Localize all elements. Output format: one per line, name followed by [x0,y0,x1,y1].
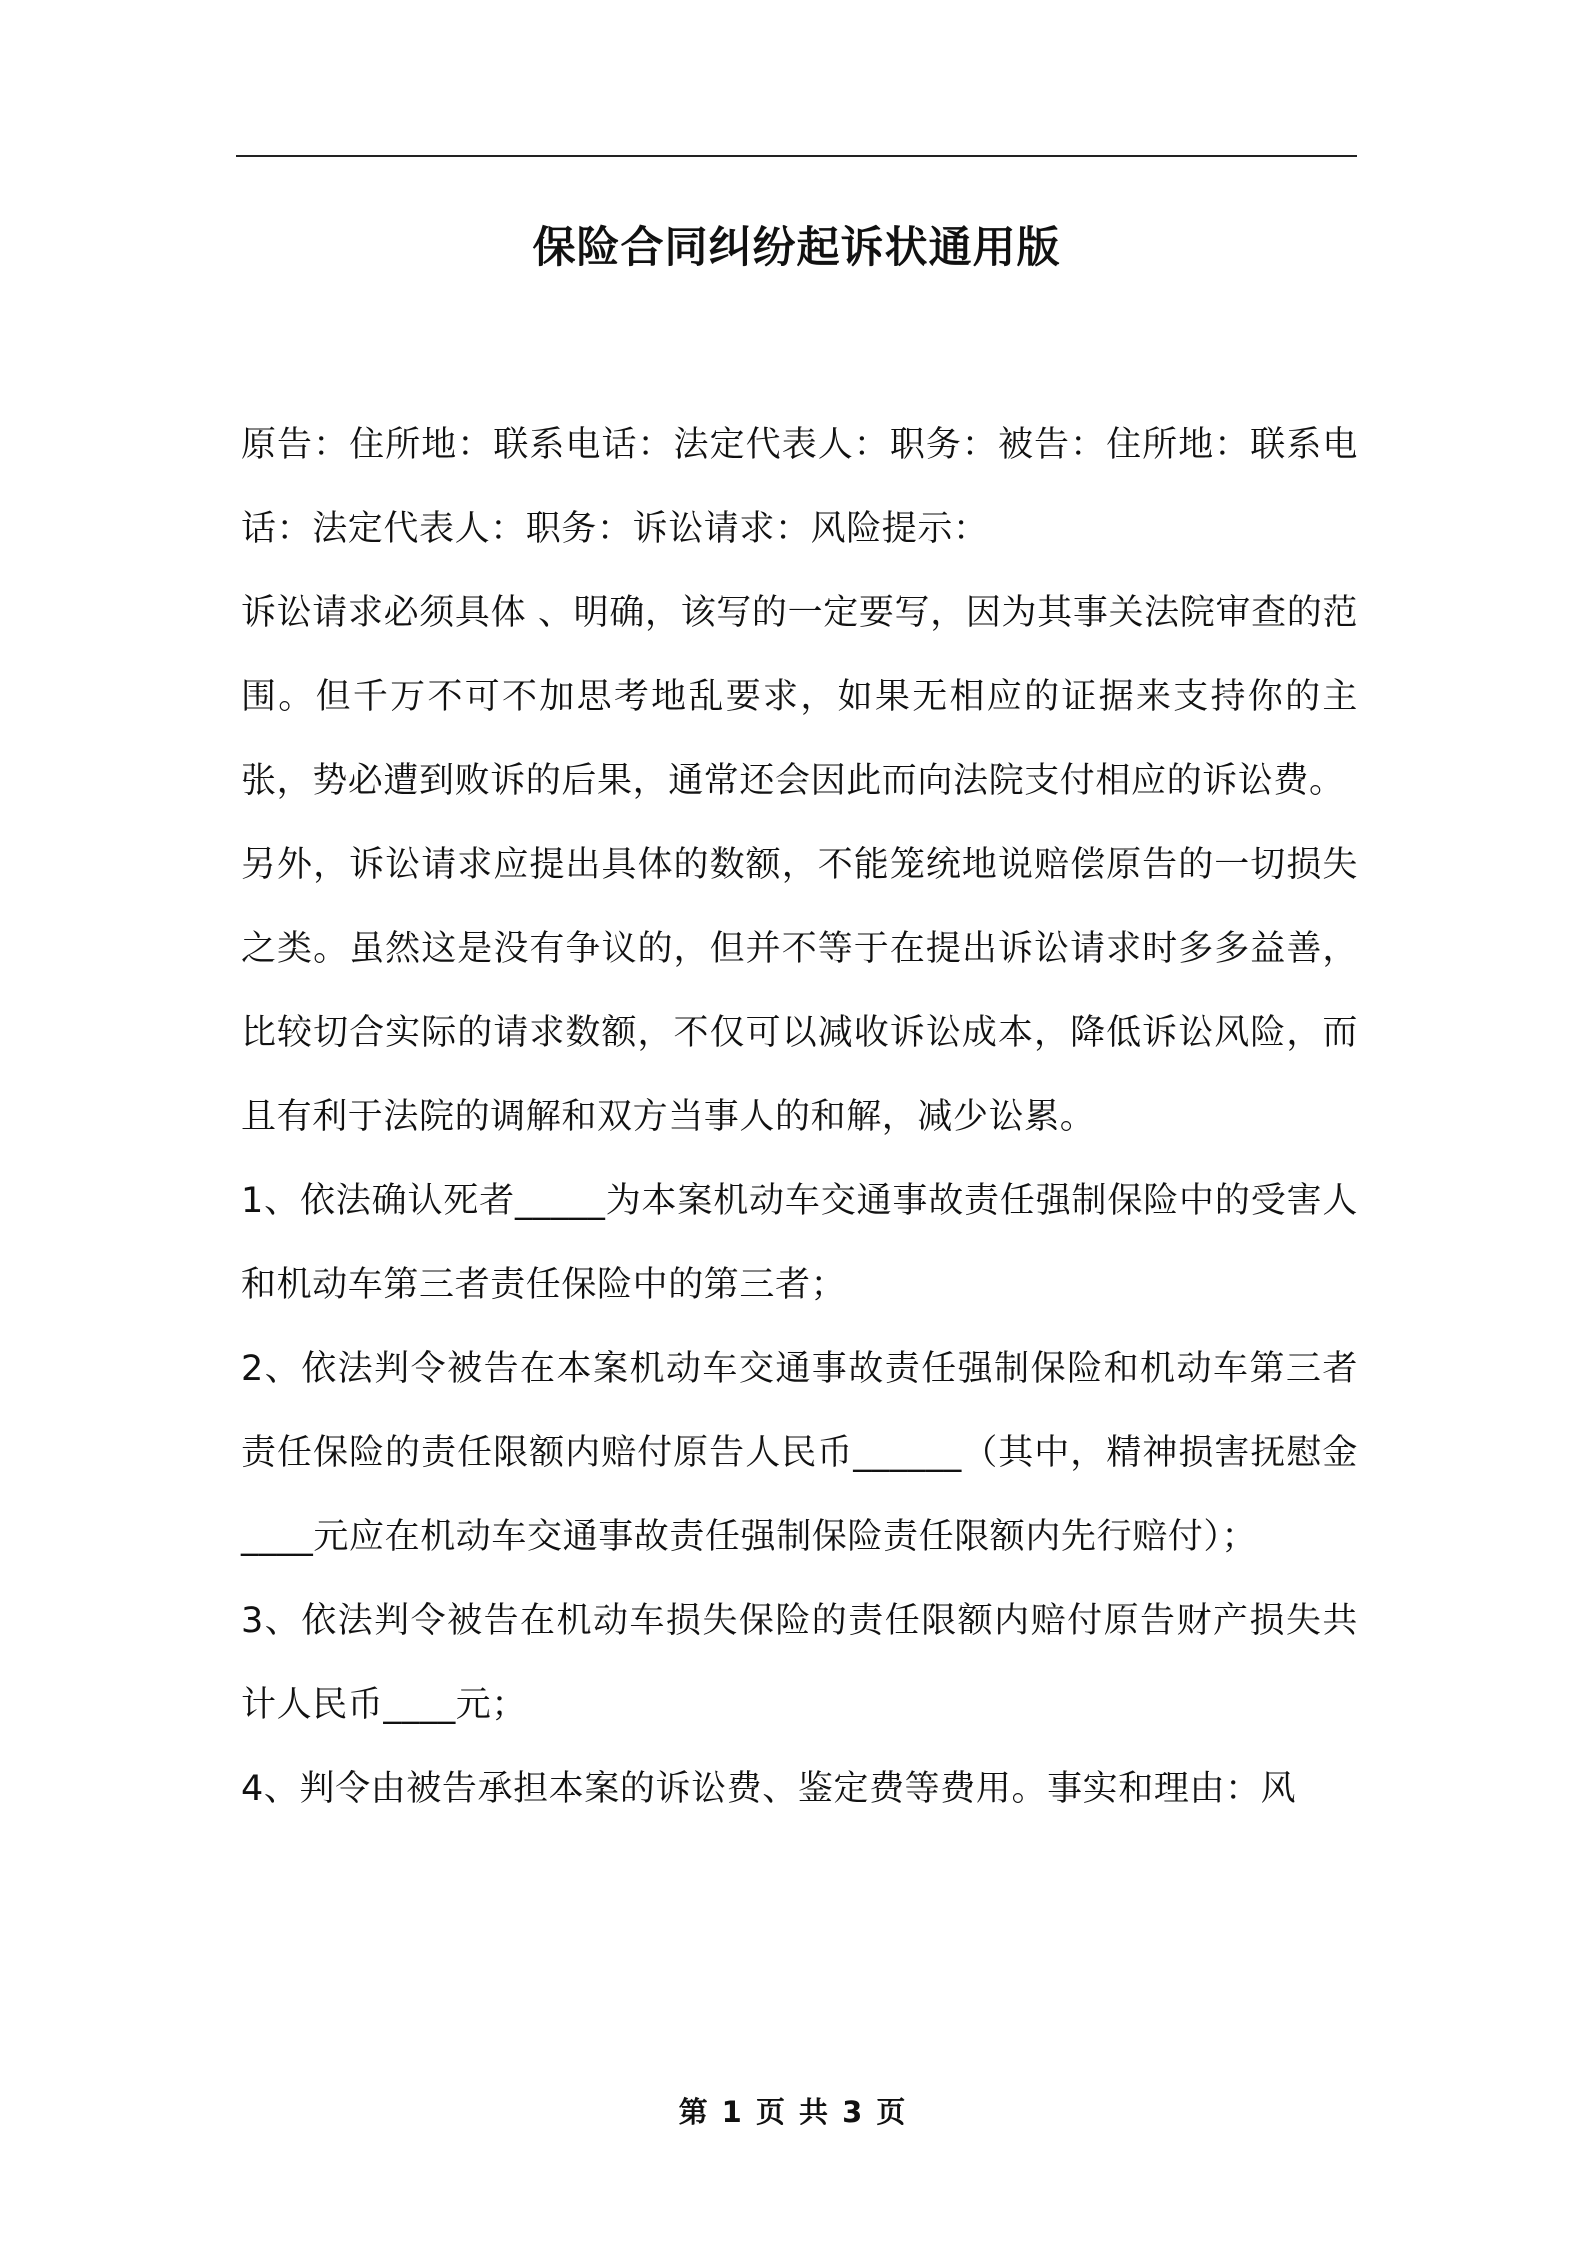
paragraph-risk-note-2: 另外，诉讼请求应提出具体的数额，不能笼统地说赔偿原告的一切损失之类。虽然这是没有争议的，但并不等于在提出诉讼请求时多多益善，比较切合实际的请求数额，不仅可以减收诉讼成本，降低诉讼风险，而且有利于法院的调解和双方当事人的和解，减少讼累。 [241,845,1358,1137]
paragraph-parties: 原告：住所地：联系电话：法定代表人：职务：被告：住所地：联系电话：法定代表人：职务：诉讼请求：风险提示： [241,425,1358,549]
paragraph-risk-note-1: 诉讼请求必须具体 、明确，该写的一定要写，因为其事关法院审查的范围。但千万不可不加思考地乱要求，如果无相应的证据来支持你的主张，势必遭到败诉的后果，通常还会因此而向法院支付相应的诉讼费。 [241,593,1358,801]
paragraph-claim-1: 1、依法确认死者_____为本案机动车交通事故责任强制保险中的受害人和机动车第三者责任保险中的第三者； [241,1181,1358,1305]
header-rule [236,155,1357,157]
document-title: 保险合同纠纷起诉状通用版 [532,223,1061,273]
page-indicator: 第 1 页 共 3 页 [678,2095,908,2129]
paragraph-claim-4: 4、判令由被告承担本案的诉讼费、鉴定费等费用。事实和理由：风 [241,1769,1297,1809]
document-body [241,403,1358,1831]
paragraph-claim-2: 2、依法判令被告在本案机动车交通事故责任强制保险和机动车第三者责任保险的责任限额内赔付原告人民币______（其中，精神损害抚慰金____元应在机动车交通事故责任强制保险责任限额内先行赔付）； [241,1349,1358,1557]
paragraph-claim-3: 3、依法判令被告在机动车损失保险的责任限额内赔付原告财产损失共计人民币____元； [241,1601,1358,1725]
